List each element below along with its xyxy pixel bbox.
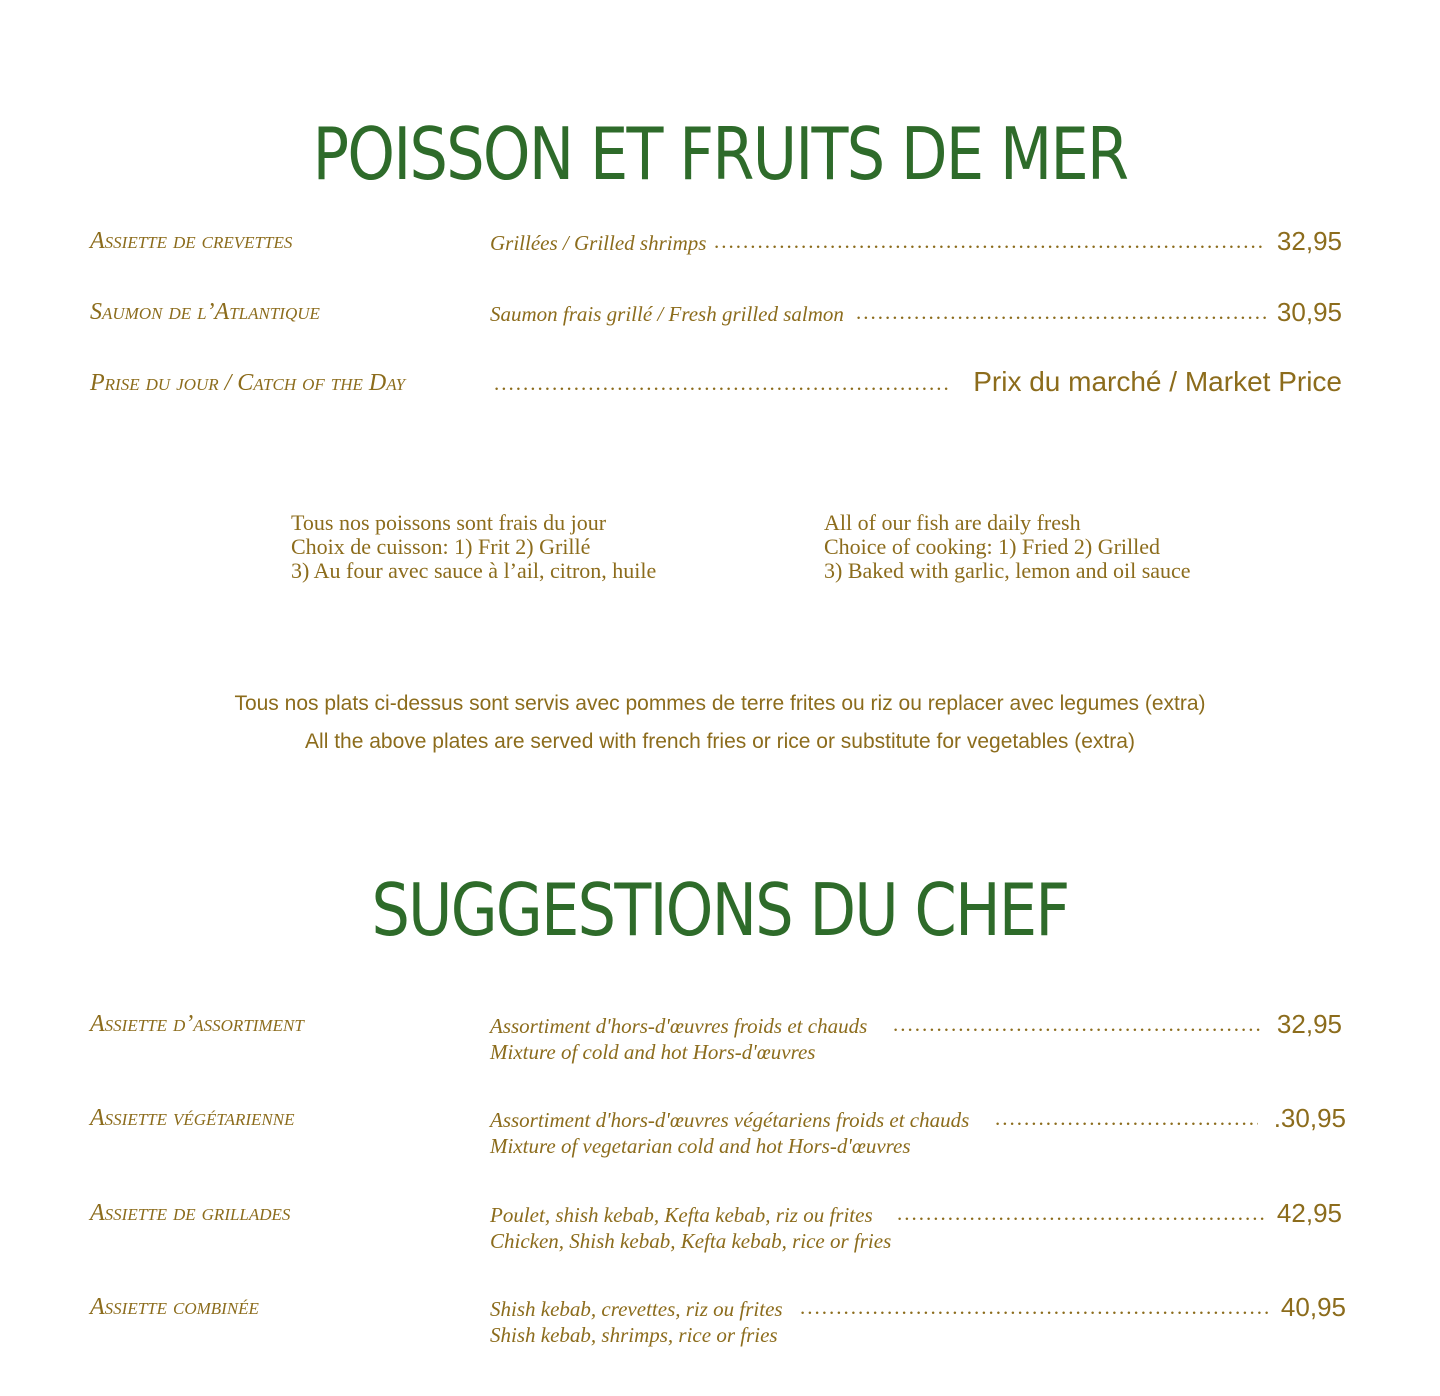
item-price: 40,95 <box>1280 1292 1346 1322</box>
item-name: Assiette de grillades <box>90 1200 291 1226</box>
item-price: 32,95 <box>1276 1009 1342 1039</box>
item-price: 32,95 <box>1276 226 1342 256</box>
seafood-section-title: POISSON ET FRUITS DE MER <box>312 112 1128 196</box>
item-description-en: Chicken, Shish kebab, Kefta kebab, rice or fries <box>490 1229 892 1253</box>
item-name: Saumon de l’Atlantique <box>90 299 320 325</box>
item-name: Assiette de crevettes <box>90 228 293 254</box>
dot-leader <box>893 1012 1262 1037</box>
cooking-note-fr <box>291 511 656 583</box>
note-line: 3) Baked with garlic, lemon and oil sauce <box>824 558 1191 583</box>
dot-leader <box>800 1295 1268 1320</box>
item-description: Poulet, shish kebab, Kefta kebab, riz ou frites <box>490 1203 873 1227</box>
item-description-en: Shish kebab, shrimps, rice or fries <box>490 1323 778 1347</box>
item-price: 42,95 <box>1276 1198 1342 1228</box>
dot-leader <box>714 229 1262 254</box>
note-line: All of our fish are daily fresh <box>824 510 1081 535</box>
dot-leader <box>995 1106 1258 1131</box>
item-description-en: Mixture of cold and hot Hors-d'œuvres <box>490 1040 816 1064</box>
item-description: Assortiment d'hors-d'œuvres végétariens froids et chauds <box>490 1108 970 1132</box>
item-price: Prix du marché / Market Price <box>973 366 1342 397</box>
item-description-en: Mixture of vegetarian cold and hot Hors-d'œuvres <box>490 1134 911 1158</box>
sides-note-en: All the above plates are served with french fries or rice or substitute for vegetables (extra) <box>305 730 1135 753</box>
dot-leader <box>494 371 950 396</box>
item-name: Prise du jour / Catch of the Day <box>90 370 406 396</box>
item-name: Assiette d’assortiment <box>90 1011 304 1037</box>
dot-leader <box>856 300 1266 325</box>
chef-section-title: SUGGESTIONS DU CHEF <box>371 868 1069 952</box>
sides-note-fr: Tous nos plats ci-dessus sont servis avec pommes de terre frites ou riz ou replacer avec legumes (extra) <box>234 692 1206 715</box>
item-description: Assortiment d'hors-d'œuvres froids et chauds <box>490 1014 868 1038</box>
item-price: 30,95 <box>1276 297 1342 327</box>
note-line: 3) Au four avec sauce à l’ail, citron, huile <box>291 558 657 583</box>
note-line: Choice of cooking: 1) Fried 2) Grilled <box>824 534 1161 559</box>
item-description: Grillées / Grilled shrimps <box>490 231 707 255</box>
dot-leader <box>897 1201 1265 1226</box>
cooking-note-en <box>824 511 1191 583</box>
item-description: Saumon frais grillé / Fresh grilled salmon <box>490 302 844 326</box>
item-description: Shish kebab, crevettes, riz ou frites <box>490 1297 783 1321</box>
item-name: Assiette végétarienne <box>90 1105 295 1131</box>
note-line: Tous nos poissons sont frais du jour <box>291 510 607 535</box>
note-line: Choix de cuisson: 1) Frit 2) Grillé <box>291 534 591 559</box>
item-name: Assiette combinée <box>90 1294 259 1320</box>
item-price: .30,95 <box>1273 1103 1346 1133</box>
